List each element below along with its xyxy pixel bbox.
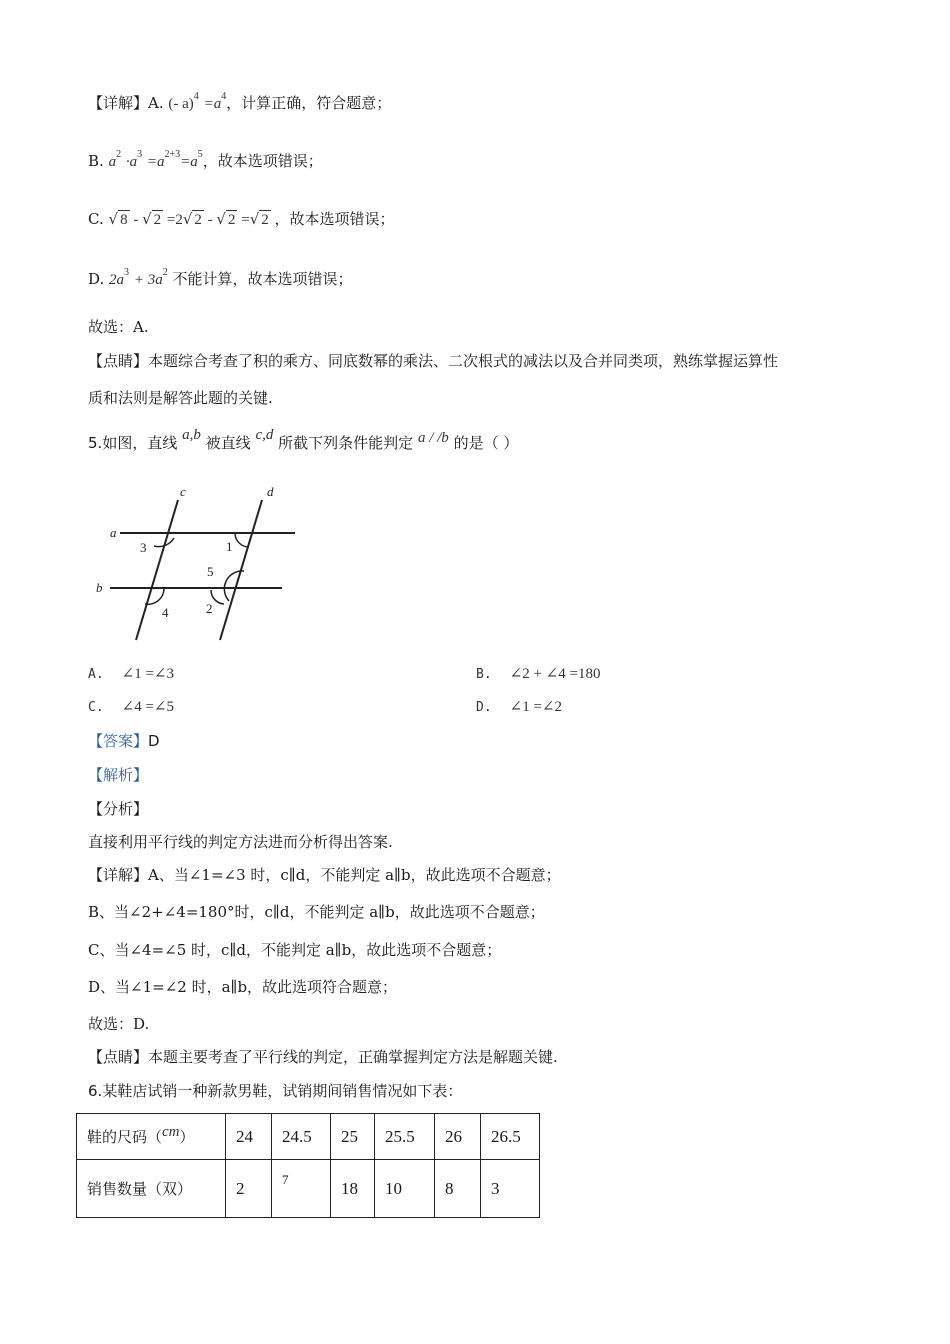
table-cell: 10	[375, 1160, 435, 1218]
detail-c-r3: 2	[194, 212, 202, 228]
table-cell: 26.5	[481, 1114, 540, 1160]
label-angle-2: 2	[206, 601, 213, 616]
detail-b-m2: ·a	[125, 154, 138, 170]
question-5	[88, 427, 519, 455]
q6-number: 6	[88, 1082, 98, 1100]
q5-text-3: 所截下列条件能判定	[278, 434, 414, 452]
option-d[interactable]	[476, 697, 562, 716]
detail-b-m3: =a	[146, 154, 165, 170]
label-c: c	[180, 484, 186, 499]
table-header-count: 销售数量（双）	[77, 1160, 226, 1218]
option-b[interactable]	[476, 664, 600, 683]
detail-d-m1: 2a	[109, 272, 125, 288]
table-cell: 7	[272, 1160, 331, 1218]
detail-d-text: 不能计算，故本选项错误；	[172, 270, 353, 288]
label-b: b	[96, 580, 103, 595]
detail-d-label: D.	[88, 270, 105, 288]
q5-math-ab: a,b	[182, 427, 201, 443]
option-d-letter: D.	[476, 700, 492, 715]
table-row-counts	[77, 1160, 540, 1218]
q5-text-2: 被直线	[205, 434, 251, 452]
option-b-letter: B.	[476, 667, 492, 682]
sqrt-icon: √	[108, 210, 119, 228]
detail-c-minus2: -	[207, 212, 213, 228]
detail-c-r5: 2	[261, 212, 269, 228]
detail-c-minus1: -	[133, 212, 139, 228]
comment-q5: 【点睛】本题主要考查了平行线的判定，正确掌握判定方法是解题关键.	[88, 1048, 558, 1066]
detail-a-line	[88, 92, 391, 115]
q5-text-4: 的是（ ）	[453, 434, 519, 452]
detail-a-exp2: 4	[221, 91, 227, 102]
detail-c-line	[88, 208, 395, 231]
detail-d-e2: 2	[162, 267, 168, 278]
detail-a-text: ，计算正确，符合题意；	[226, 94, 392, 112]
comment-q4-line2: 质和法则是解答此题的关键.	[88, 389, 273, 407]
table-header-size	[77, 1114, 226, 1160]
arc-angle-2	[211, 590, 224, 604]
detail-b-m1: a	[108, 154, 117, 170]
option-a-letter: A.	[88, 667, 104, 682]
table-cell: 25	[331, 1114, 375, 1160]
arc-angle-5	[224, 571, 244, 601]
option-b-expr: ∠2 + ∠4 =180	[509, 666, 601, 682]
arc-angle-3	[154, 538, 174, 547]
table-cell: 24	[226, 1114, 272, 1160]
sqrt-icon: √	[182, 210, 193, 228]
detail-c-r2: 2	[153, 212, 162, 228]
detail-b-m4: =a	[180, 154, 198, 170]
detail-b-e4: 5	[197, 149, 203, 160]
parallel-lines-figure	[90, 480, 310, 650]
q6-text: .某鞋店试销一种新款男鞋，试销期间销售情况如下表：	[97, 1082, 463, 1100]
detail-b-e2: 3	[137, 149, 143, 160]
size-label: 鞋的尺码（	[87, 1128, 163, 1146]
detail-b-label: B.	[88, 152, 104, 170]
detail-c-eq1: =2	[166, 212, 183, 228]
option-c-letter: C.	[88, 700, 104, 715]
q5-number: 5	[88, 434, 98, 452]
answer-label: 【答案】	[88, 732, 149, 750]
sqrt-icon: √	[142, 210, 152, 228]
detail-c-eq2: =	[241, 212, 250, 228]
line-c	[136, 500, 178, 640]
analysis-label: 【解析】	[88, 766, 149, 784]
label-angle-4: 4	[162, 605, 169, 620]
detail-a-math: (- a)	[168, 96, 194, 112]
detail-d-e1: 3	[124, 267, 130, 278]
table-cell: 2	[226, 1160, 272, 1218]
detail-b-text: ，故本选项错误；	[202, 152, 323, 170]
detail-a-eq: =a	[203, 96, 222, 112]
sqrt-icon: √	[249, 210, 260, 228]
label-angle-3: 3	[140, 540, 147, 555]
option-d-expr: ∠1 =∠2	[509, 699, 563, 715]
q5-text-1: .如图，直线	[97, 434, 178, 452]
arc-angle-1	[235, 534, 249, 547]
option-c[interactable]	[88, 697, 174, 716]
detail-a-label: 【详解】A.	[88, 94, 164, 112]
detail-line-c: C、当∠4=∠5 时，c∥d，不能判定 a∥b，故此选项不合题意；	[88, 941, 502, 959]
detail-c-r1: 8	[120, 212, 128, 228]
question-6	[88, 1080, 462, 1102]
detail-c-text: ，故本选项错误；	[274, 210, 395, 228]
label-angle-1: 1	[226, 539, 233, 554]
fenxi-text: 直接利用平行线的判定方法进而分析得出答案.	[88, 833, 393, 851]
sqrt-icon: √	[216, 210, 226, 228]
answer-line	[88, 730, 160, 752]
q5-math-cd: c,d	[255, 427, 274, 443]
size-label-close: ）	[179, 1128, 195, 1146]
detail-c-label: C.	[88, 210, 104, 228]
table-cell: 25.5	[375, 1114, 435, 1160]
label-d: d	[267, 484, 274, 499]
table-cell: 8	[435, 1160, 481, 1218]
detail-line-a: 【详解】A、当∠1=∠3 时，c∥d，不能判定 a∥b，故此选项不合题意；	[88, 866, 561, 884]
option-c-expr: ∠4 =∠5	[121, 699, 175, 715]
line-d	[220, 500, 262, 640]
q5-math-parallel: a / /b	[417, 430, 449, 446]
label-a: a	[110, 525, 117, 540]
detail-line-d: D、当∠1=∠2 时，a∥b，故此选项符合题意；	[88, 978, 398, 996]
comment-q4-line1: 【点睛】本题综合考查了积的乘方、同底数幂的乘法、二次根式的减法以及合并同类项，熟练掌握运算性	[88, 352, 779, 370]
answer-value: D	[148, 732, 160, 750]
table-cell: 26	[435, 1114, 481, 1160]
table-row-sizes	[77, 1114, 540, 1160]
choice-q4: 故选：A.	[88, 318, 149, 336]
table-cell: 3	[481, 1160, 540, 1218]
detail-b-e1: 2	[116, 149, 122, 160]
detail-b-line	[88, 150, 323, 173]
detail-b-e3: 2+3	[164, 149, 181, 160]
option-a[interactable]	[88, 664, 174, 683]
detail-c-r4: 2	[227, 212, 236, 228]
size-unit: cm	[162, 1124, 180, 1140]
table-cell: 24.5	[272, 1114, 331, 1160]
detail-d-plus: + 3a	[133, 272, 163, 288]
fenxi-label: 【分析】	[88, 800, 149, 818]
label-angle-5: 5	[207, 564, 214, 579]
detail-d-line	[88, 268, 353, 291]
table-cell: 18	[331, 1160, 375, 1218]
option-a-expr: ∠1 =∠3	[121, 666, 175, 682]
detail-a-exp1: 4	[193, 91, 199, 102]
choice-q5: 故选：D.	[88, 1015, 150, 1033]
sales-table	[76, 1113, 540, 1218]
detail-line-b: B、当∠2+∠4=180°时，c∥d，不能判定 a∥b，故此选项不合题意；	[88, 903, 545, 921]
